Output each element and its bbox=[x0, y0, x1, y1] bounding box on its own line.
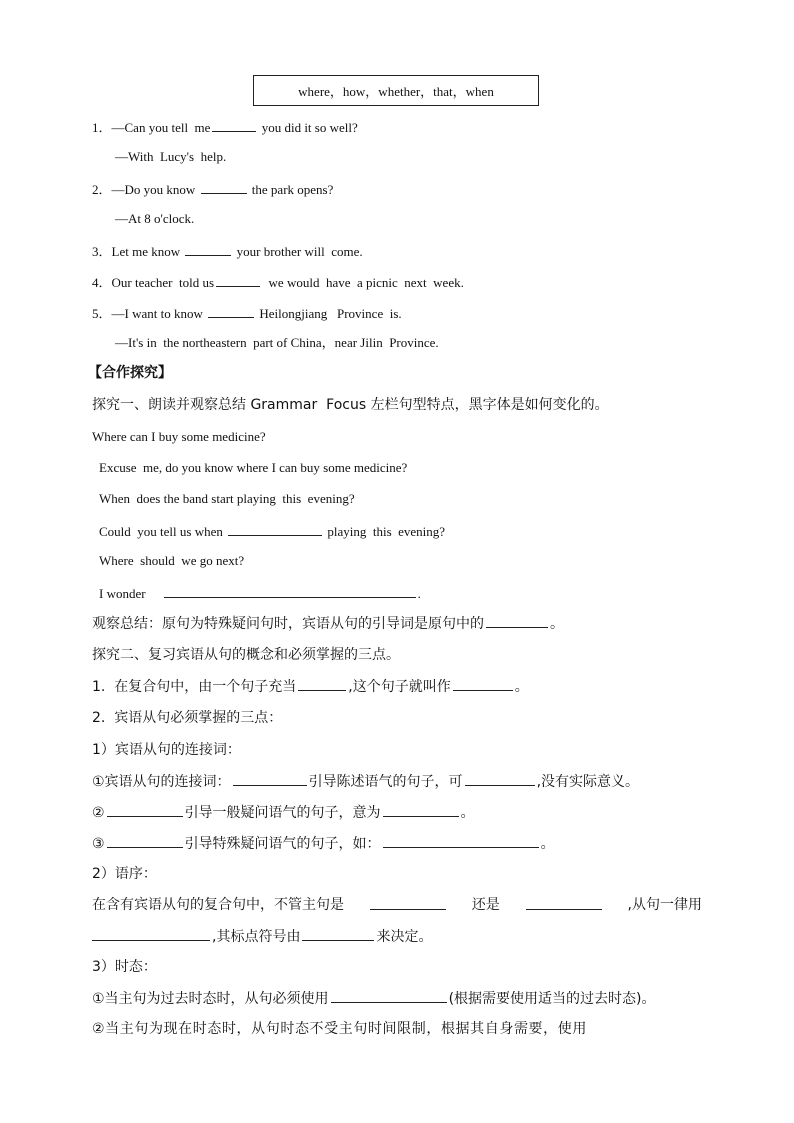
tense-line-2: ②当主句为现在时态时，从句时态不受主句时间限制，根据其自身需要，使用 bbox=[92, 1021, 587, 1037]
answer-blank[interactable] bbox=[383, 802, 459, 817]
exercise-text: Heilongjiang Province is. bbox=[256, 306, 402, 321]
answer-blank[interactable] bbox=[212, 117, 256, 132]
concept-text: 。 bbox=[514, 679, 529, 695]
exercise-text: Let me know bbox=[111, 244, 184, 259]
exercise-1-reply: —With Lucy's help. bbox=[115, 149, 227, 164]
answer-blank[interactable] bbox=[298, 676, 346, 691]
exercise-text: your brother will come. bbox=[233, 244, 363, 259]
word-bank-box: where，how，whether，that，when bbox=[253, 75, 539, 106]
answer-blank[interactable] bbox=[331, 988, 447, 1003]
sentence-text: playing this evening? bbox=[324, 524, 446, 539]
rule-text: 引导陈述语气的句子，可 bbox=[308, 774, 463, 790]
conjunction-line-2 bbox=[92, 802, 475, 823]
answer-blank[interactable] bbox=[383, 833, 539, 848]
exercise-text: —I want to know bbox=[111, 306, 207, 321]
sentence-1: Where can I buy some medicine? bbox=[92, 429, 266, 444]
summary-line bbox=[92, 613, 564, 634]
exercise-number: 5． bbox=[92, 306, 112, 321]
answer-blank[interactable] bbox=[92, 926, 210, 941]
sentence-text: Could you tell us when bbox=[99, 524, 227, 539]
exercise-3 bbox=[92, 241, 363, 261]
answer-blank[interactable] bbox=[465, 771, 535, 786]
heading-conjunctions: 1）宾语从句的连接词： bbox=[92, 742, 241, 758]
rule-text: 引导特殊疑问语气的句子，如： bbox=[184, 836, 381, 852]
heading-tense: 3）时态： bbox=[92, 959, 157, 975]
section-title: 【合作探究】 bbox=[88, 365, 172, 381]
exercise-number: 1． bbox=[92, 120, 112, 135]
concept-text: ,这个句子就叫作 bbox=[348, 679, 451, 695]
concept-text: 1. 在复合句中，由一个句子充当 bbox=[92, 679, 297, 695]
exercise-number: 2． bbox=[92, 182, 112, 197]
rule-text: 还是 bbox=[471, 897, 500, 913]
exercise-number: 3． bbox=[92, 244, 112, 259]
concept-line-1 bbox=[92, 676, 529, 697]
heading-word-order: 2）语序： bbox=[92, 866, 157, 882]
answer-blank[interactable] bbox=[164, 583, 416, 598]
exercise-1 bbox=[92, 117, 358, 137]
rule-text: ①宾语从句的连接词： bbox=[92, 774, 231, 790]
tense-line-1 bbox=[92, 988, 656, 1009]
rule-text: ,其标点符号由 bbox=[212, 929, 301, 945]
exercise-text: —Can you tell me bbox=[111, 120, 211, 135]
exercise-text: you did it so well? bbox=[258, 120, 358, 135]
answer-blank[interactable] bbox=[201, 179, 247, 194]
rule-text: ,从句一律用 bbox=[627, 897, 702, 913]
summary-text: 观察总结：原句为特殊疑问句时，宾语从句的引导词是原句中的 bbox=[92, 616, 484, 632]
exercise-text: we would have a picnic next week. bbox=[262, 275, 464, 290]
sentence-3: When does the band start playing this evening? bbox=[99, 491, 355, 506]
conjunction-line-1 bbox=[92, 771, 639, 792]
exercise-text: the park opens? bbox=[248, 182, 334, 197]
answer-blank[interactable] bbox=[185, 241, 231, 256]
explore-1-title: 探究一、朗读并观察总结 Grammar Focus 左栏句型特点，黑字体是如何变化的。 bbox=[92, 397, 609, 413]
rule-text: (根据需要使用适当的过去时态)。 bbox=[448, 991, 656, 1007]
rule-text: ,没有实际意义。 bbox=[536, 774, 640, 790]
rule-text: ①当主句为过去时态时，从句必须使用 bbox=[92, 991, 329, 1007]
answer-blank[interactable] bbox=[216, 272, 260, 287]
answer-blank[interactable] bbox=[107, 833, 183, 848]
exercise-text: Our teacher told us bbox=[111, 275, 215, 290]
sentence-text: . bbox=[417, 586, 421, 601]
rule-text: 。 bbox=[460, 805, 475, 821]
rule-text: 来决定。 bbox=[376, 929, 433, 945]
rule-text: 。 bbox=[540, 836, 555, 852]
answer-blank[interactable] bbox=[228, 521, 322, 536]
conjunction-line-3 bbox=[92, 833, 555, 854]
sentence-text: I wonder bbox=[99, 586, 146, 601]
exercise-2-reply: —At 8 o'clock. bbox=[115, 211, 195, 226]
summary-text: 。 bbox=[550, 616, 564, 632]
rule-text: 在含有宾语从句的复合句中，不管主句是 bbox=[92, 897, 344, 913]
sentence-4 bbox=[99, 521, 445, 541]
rule-text: ③ bbox=[92, 836, 105, 852]
rule-text: ② bbox=[92, 805, 105, 821]
exercise-5 bbox=[92, 303, 402, 323]
exercise-text: —Do you know bbox=[111, 182, 199, 197]
concept-line-2: 2. 宾语从句必须掌握的三点： bbox=[92, 710, 283, 726]
word-order-line-2 bbox=[92, 926, 432, 947]
rule-text: 引导一般疑问语气的句子，意为 bbox=[184, 805, 381, 821]
answer-blank[interactable] bbox=[370, 895, 446, 910]
exercise-5-reply: —It's in the northeastern part of China，near Jilin Province. bbox=[115, 335, 439, 350]
answer-blank[interactable] bbox=[486, 613, 548, 628]
sentence-5: Where should we go next? bbox=[99, 553, 245, 568]
word-order-line-1 bbox=[92, 895, 702, 915]
answer-blank[interactable] bbox=[233, 771, 307, 786]
answer-blank[interactable] bbox=[208, 303, 254, 318]
sentence-6 bbox=[99, 583, 421, 603]
answer-blank[interactable] bbox=[526, 895, 602, 910]
answer-blank[interactable] bbox=[107, 802, 183, 817]
answer-blank[interactable] bbox=[302, 926, 374, 941]
exercise-2 bbox=[92, 179, 333, 199]
exercise-number: 4． bbox=[92, 275, 112, 290]
explore-2-title: 探究二、复习宾语从句的概念和必须掌握的三点。 bbox=[92, 647, 400, 663]
exercise-4 bbox=[92, 272, 464, 292]
sentence-2: Excuse me, do you know where I can buy some medicine? bbox=[99, 460, 408, 475]
answer-blank[interactable] bbox=[453, 676, 513, 691]
